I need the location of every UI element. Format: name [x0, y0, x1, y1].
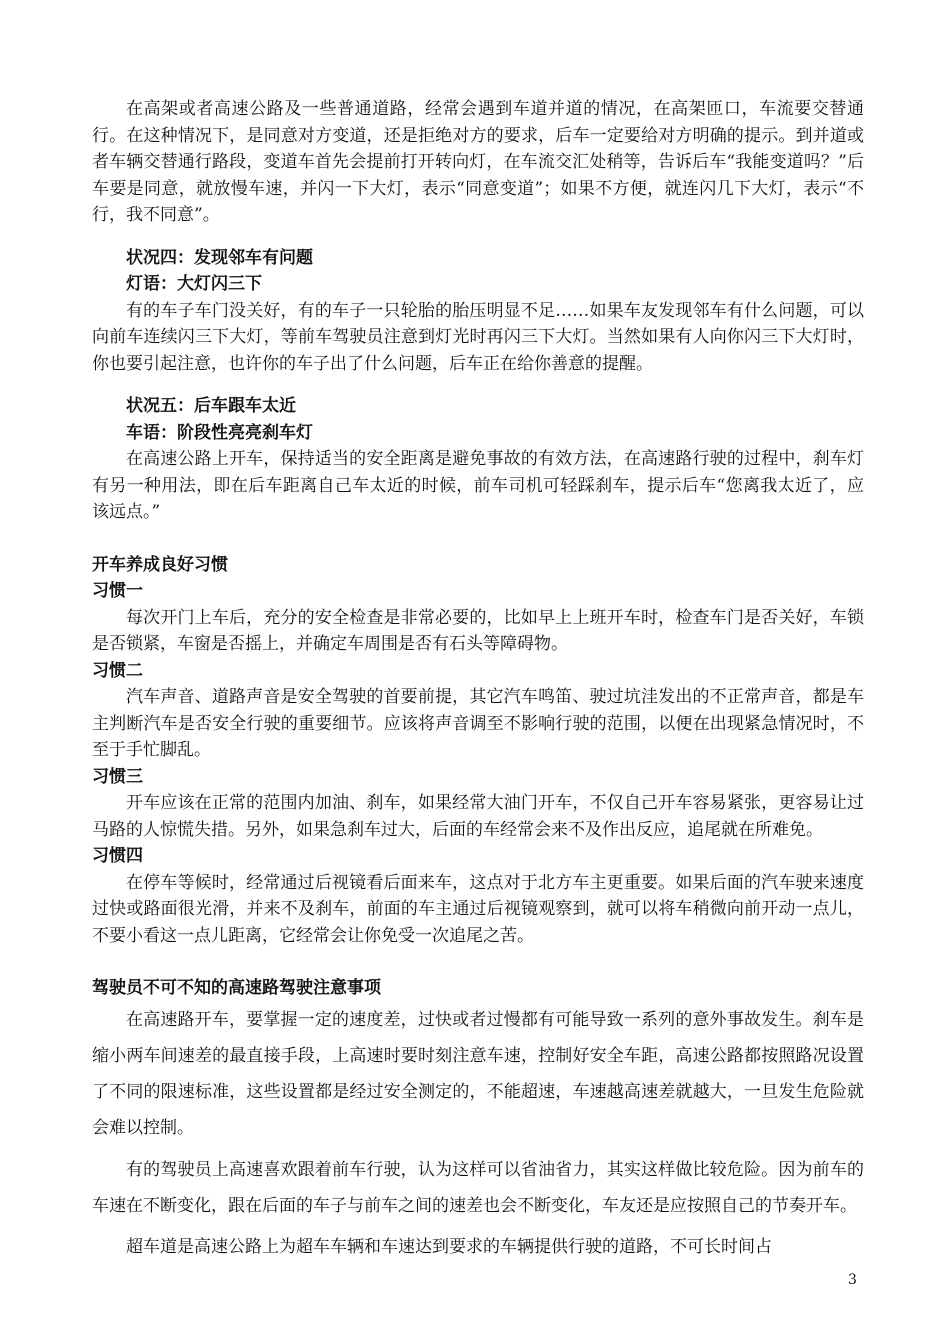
habit-1-paragraph: 每次开门上车后，充分的安全检查是非常必要的，比如早上上班开车时，检查车门是否关好，车锁是否锁紧，车窗是否摇上，并确定车周围是否有石头等障碍物。 [92, 607, 864, 654]
habit-4-heading: 习惯四 [92, 846, 143, 866]
highway-paragraph-3: 超车道是高速公路上为超车车辆和车速达到要求的车辆提供行驶的道路，不可长时间占 [126, 1236, 772, 1257]
situation-4-signal: 灯语：大灯闪三下 [126, 274, 262, 294]
habits-section-heading: 开车养成良好习惯 [92, 554, 228, 575]
habit-2-paragraph: 汽车声音、道路声音是安全驾驶的首要前提，其它汽车鸣笛、驶过坑洼发出的不正常声音，都是车主判断汽车是否安全行驶的重要细节。应该将声音调至不影响行驶的范围，以便在出现紧急情况时，不至于手忙脚乱。 [92, 687, 864, 760]
highway-paragraph-2: 有的驾驶员上高速喜欢跟着前车行驶，认为这样可以省油省力，其实这样做比较危险。因为前车的车速在不断变化，跟在后面的车子与前车之间的速差也会不断变化，车友还是应按照自己的节奏开车。 [92, 1159, 864, 1216]
habit-4-paragraph: 在停车等候时，经常通过后视镜看后面来车，这点对于北方车主更重要。如果后面的汽车驶来速度过快或路面很光滑，并来不及刹车，前面的车主通过后视镜观察到，就可以将车稍微向前开动一点儿，不要小看这一点儿距离，它经常会让你免受一次追尾之苦。 [92, 872, 864, 946]
highway-section-heading: 驾驶员不可不知的高速路驾驶注意事项 [92, 978, 381, 998]
highway-paragraph-1: 在高速路开车，要掌握一定的速度差，过快或者过慢都有可能导致一系列的意外事故发生。刹车是缩小两车间速差的最直接手段，上高速时要时刻注意车速，控制好安全车距，高速公路都按照路况设置了不同的限速标准，这些设置都是经过安全测定的，不能超速，车速越高速差就越大，一旦发生危险就会难以控制。 [92, 1009, 864, 1138]
habit-1-heading: 习惯一 [92, 581, 143, 601]
page-number: 3 [848, 1272, 857, 1288]
intro-paragraph: 在高架或者高速公路及一些普通道路，经常会遇到车道并道的情况，在高架匝口，车流要交替通行。在这种情况下，是同意对方变道，还是拒绝对方的要求，后车一定要给对方明确的提示。到并道或者车辆交替通行路段，变道车首先会提前打开转向灯，在车流交汇处稍等，告诉后车“我能变道吗？”后车要是同意，就放慢车速，并闪一下大灯，表示“同意变道”；如果不方便，就连闪几下大灯，表示“不行，我不同意”。 [92, 99, 864, 225]
habit-3-heading: 习惯三 [92, 766, 143, 787]
habit-2-heading: 习惯二 [92, 660, 143, 681]
page-content [92, 96, 864, 1260]
situation-5-paragraph: 在高速公路上开车，保持适当的安全距离是避免事故的有效方法，在高速路行驶的过程中，刹车灯有另一种用法，即在后车距离自己车太近的时候，前车司机可轻踩刹车，提示后车“您离我太近了，应该远点。” [92, 449, 864, 522]
situation-5-heading: 状况五：后车跟车太近 [126, 396, 296, 416]
habit-3-paragraph: 开车应该在正常的范围内加油、刹车，如果经常大油门开车，不仅自己开车容易紧张，更容易让过马路的人惊慌失措。另外，如果急刹车过大，后面的车经常会来不及作出反应，追尾就在所难免。 [92, 793, 864, 840]
situation-4-paragraph: 有的车子车门没关好，有的车子一只轮胎的胎压明显不足……如果车友发现邻车有什么问题，可以向前车连续闪三下大灯，等前车驾驶员注意到灯光时再闪三下大灯。当然如果有人向你闪三下大灯时，你也要引起注意，也许你的车子出了什么问题，后车正在给你善意的提醒。 [92, 300, 864, 374]
situation-4-heading: 状况四：发现邻车有问题 [126, 247, 313, 268]
situation-5-signal: 车语：阶段性亮亮刹车灯 [126, 422, 313, 443]
